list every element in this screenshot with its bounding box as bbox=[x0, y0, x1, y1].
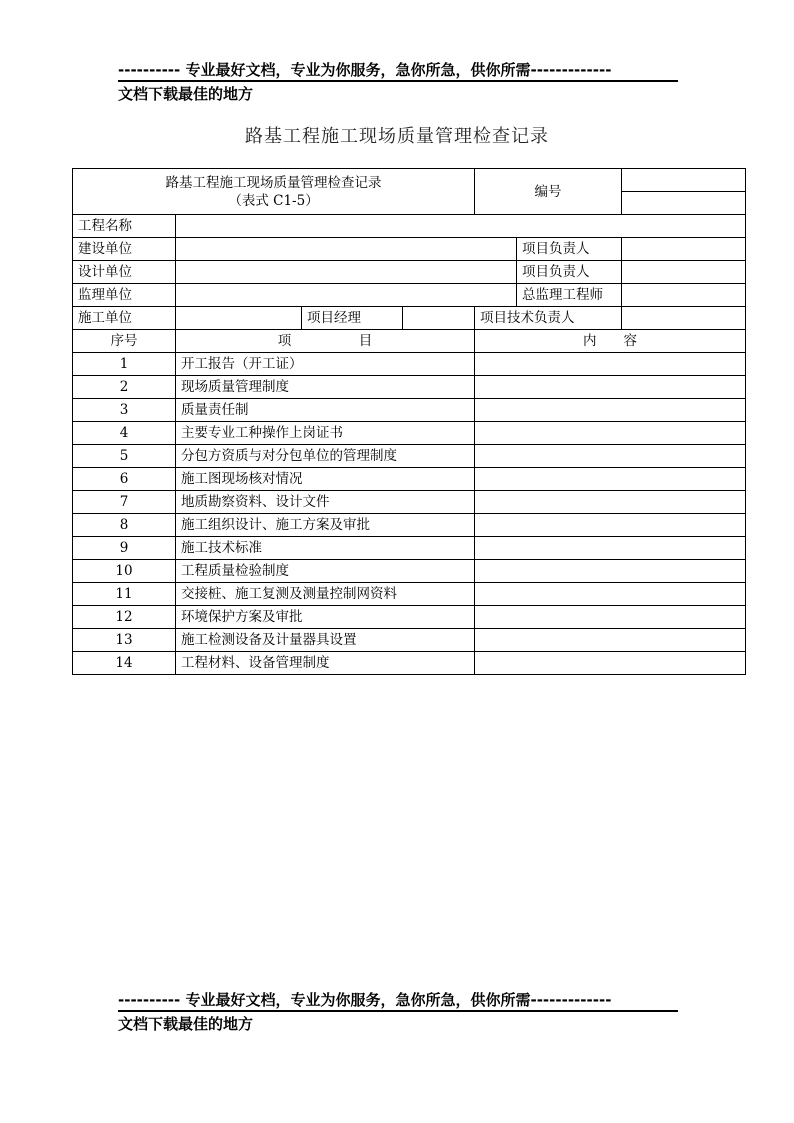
item-content[interactable] bbox=[475, 399, 746, 422]
table-row bbox=[73, 629, 746, 652]
tech-leader-value[interactable] bbox=[622, 307, 746, 330]
form-header-title-cell bbox=[73, 169, 475, 215]
table-row bbox=[73, 537, 746, 560]
project-name-value[interactable] bbox=[176, 215, 746, 238]
item-content[interactable] bbox=[475, 583, 746, 606]
item-no: 12 bbox=[73, 606, 176, 629]
item-name: 地质勘察资料、设计文件 bbox=[176, 491, 475, 514]
form-header-row-1 bbox=[73, 169, 746, 192]
inspection-form-table bbox=[72, 168, 746, 675]
item-no: 6 bbox=[73, 468, 176, 491]
construction-leader-value[interactable] bbox=[622, 238, 746, 261]
table-row bbox=[73, 514, 746, 537]
chief-supervisor-label: 总监理工程师 bbox=[517, 284, 622, 307]
form-header-code: （表式 C1-5） bbox=[228, 192, 319, 209]
item-content[interactable] bbox=[475, 468, 746, 491]
item-name: 施工图现场核对情况 bbox=[176, 468, 475, 491]
banner-subtitle: 文档下载最佳的地方 bbox=[118, 85, 254, 103]
footer-slogan: ---------- 专业最好文档，专业为你服务，急你所急，供你所需------------- bbox=[118, 990, 678, 1012]
table-row bbox=[73, 422, 746, 445]
footer-subtitle: 文档下载最佳的地方 bbox=[118, 1015, 254, 1033]
table-row bbox=[73, 583, 746, 606]
item-content[interactable] bbox=[475, 652, 746, 675]
number-value-1[interactable] bbox=[622, 169, 746, 192]
col-item-header: 项 目 bbox=[176, 330, 475, 353]
tech-leader-label: 项目技术负责人 bbox=[475, 307, 622, 330]
item-name: 交接桩、施工复测及测量控制网资料 bbox=[176, 583, 475, 606]
construction-unit-row bbox=[73, 238, 746, 261]
items-header-row bbox=[73, 330, 746, 353]
item-name: 质量责任制 bbox=[176, 399, 475, 422]
banner-slogan: ---------- 专业最好文档，专业为你服务，急你所急，供你所需------------- bbox=[118, 60, 678, 82]
construction-unit-label: 建设单位 bbox=[73, 238, 176, 261]
project-name-row bbox=[73, 215, 746, 238]
col-content-header: 内 容 bbox=[475, 330, 746, 353]
item-name: 主要专业工种操作上岗证书 bbox=[176, 422, 475, 445]
col-seq-header: 序号 bbox=[73, 330, 176, 353]
item-no: 11 bbox=[73, 583, 176, 606]
supervision-unit-label: 监理单位 bbox=[73, 284, 176, 307]
item-name: 现场质量管理制度 bbox=[176, 376, 475, 399]
table-row bbox=[73, 399, 746, 422]
item-name: 分包方资质与对分包单位的管理制度 bbox=[176, 445, 475, 468]
design-unit-value[interactable] bbox=[176, 261, 517, 284]
supervision-unit-row bbox=[73, 284, 746, 307]
design-unit-label: 设计单位 bbox=[73, 261, 176, 284]
item-content[interactable] bbox=[475, 606, 746, 629]
table-row bbox=[73, 560, 746, 583]
table-row bbox=[73, 652, 746, 675]
item-no: 8 bbox=[73, 514, 176, 537]
table-row bbox=[73, 376, 746, 399]
project-name-label: 工程名称 bbox=[73, 215, 176, 238]
design-leader-value[interactable] bbox=[622, 261, 746, 284]
item-no: 3 bbox=[73, 399, 176, 422]
supervision-unit-value[interactable] bbox=[176, 284, 517, 307]
item-name: 施工检测设备及计量器具设置 bbox=[176, 629, 475, 652]
builder-unit-value[interactable] bbox=[176, 307, 302, 330]
item-no: 7 bbox=[73, 491, 176, 514]
design-unit-row bbox=[73, 261, 746, 284]
number-label: 编号 bbox=[475, 169, 622, 215]
item-name: 工程材料、设备管理制度 bbox=[176, 652, 475, 675]
table-row bbox=[73, 491, 746, 514]
item-content[interactable] bbox=[475, 537, 746, 560]
builder-unit-row bbox=[73, 307, 746, 330]
table-row bbox=[73, 606, 746, 629]
item-content[interactable] bbox=[475, 445, 746, 468]
item-content[interactable] bbox=[475, 376, 746, 399]
item-no: 14 bbox=[73, 652, 176, 675]
table-row bbox=[73, 445, 746, 468]
design-leader-label: 项目负责人 bbox=[517, 261, 622, 284]
item-no: 5 bbox=[73, 445, 176, 468]
number-value-2[interactable] bbox=[622, 192, 746, 215]
item-no: 2 bbox=[73, 376, 176, 399]
item-no: 9 bbox=[73, 537, 176, 560]
item-name: 施工技术标准 bbox=[176, 537, 475, 560]
footer-banner bbox=[118, 990, 678, 1036]
item-content[interactable] bbox=[475, 422, 746, 445]
item-name: 施工组织设计、施工方案及审批 bbox=[176, 514, 475, 537]
builder-unit-label: 施工单位 bbox=[73, 307, 176, 330]
document-title: 路基工程施工现场质量管理检查记录 bbox=[245, 126, 549, 147]
project-manager-value[interactable] bbox=[403, 307, 475, 330]
item-content[interactable] bbox=[475, 491, 746, 514]
construction-leader-label: 项目负责人 bbox=[517, 238, 622, 261]
item-no: 10 bbox=[73, 560, 176, 583]
item-name: 环境保护方案及审批 bbox=[176, 606, 475, 629]
item-name: 工程质量检验制度 bbox=[176, 560, 475, 583]
construction-unit-value[interactable] bbox=[176, 238, 517, 261]
item-no: 13 bbox=[73, 629, 176, 652]
table-row bbox=[73, 353, 746, 376]
table-row bbox=[73, 468, 746, 491]
project-manager-label: 项目经理 bbox=[302, 307, 403, 330]
form-header-title: 路基工程施工现场质量管理检查记录 bbox=[165, 174, 382, 191]
item-name: 开工报告（开工证） bbox=[176, 353, 475, 376]
item-content[interactable] bbox=[475, 514, 746, 537]
item-no: 4 bbox=[73, 422, 176, 445]
chief-supervisor-value[interactable] bbox=[622, 284, 746, 307]
item-no: 1 bbox=[73, 353, 176, 376]
item-content[interactable] bbox=[475, 629, 746, 652]
header-banner bbox=[118, 60, 678, 106]
item-content[interactable] bbox=[475, 353, 746, 376]
item-content[interactable] bbox=[475, 560, 746, 583]
